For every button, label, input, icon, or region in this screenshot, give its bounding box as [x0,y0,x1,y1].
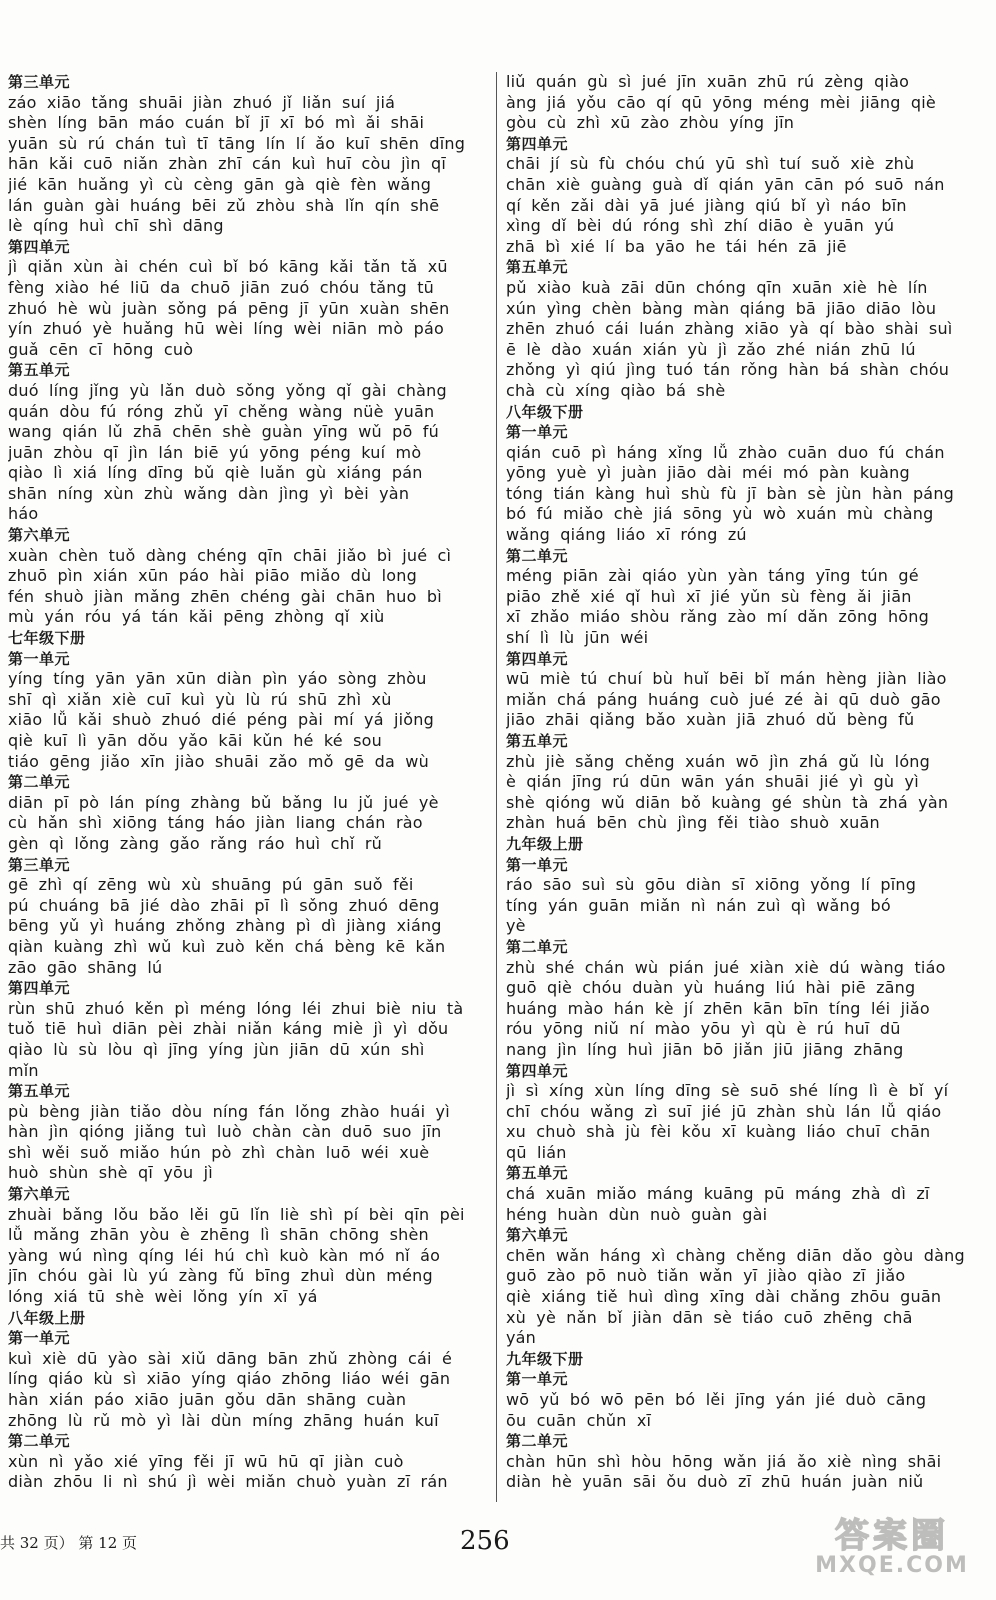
pinyin-line: zhuō pìn xián xūn páo hài piāo miǎo dù long [8,566,417,586]
pinyin-line: hān kǎi cuō niǎn zhàn zhī cán kuì huī còu jìn qī [8,154,447,174]
pinyin-line: chàn hūn shì hòu hōng wǎn jiá ǎo xiè nìng shāi [506,1451,942,1471]
section-heading: 第二单元 [506,1432,569,1451]
section-heading: 第六单元 [8,526,71,545]
pinyin-line: méng piān zài qiáo yùn yàn táng yīng tún gé [506,566,919,586]
pinyin-line: kuì xiè dū yào sài xiǔ dāng bān zhǔ zhòng cái é [8,1348,453,1368]
pinyin-line: qiè xiáng tiě huì dìng xīng dài chǎng zhōu guān [506,1287,942,1307]
pinyin-line: yè [506,916,526,936]
pinyin-line: nang jìn líng huì jiān bō jiǎn jiū jiāng zhāng [506,1039,904,1059]
pinyin-line: shí lì lù jūn wéi [506,628,649,648]
pinyin-line: tuǒ tiē huì diān pèi zhài niǎn káng miè jì yì dǒu [8,1019,449,1039]
pinyin-line: diàn hè yuān sāi ǒu duò zī zhū huán juàn niǔ [506,1472,924,1492]
pinyin-line: shī qì xiǎn xiè cuī kuì yù lù rú shū zhì xù [8,689,392,709]
pinyin-line: mù yán róu yá tán kǎi pēng zhòng qǐ xiù [8,607,385,627]
page-number: 256 [460,1526,510,1556]
pinyin-line: xiāo lǚ kǎi shuò zhuó dié péng pài mí yá jiǒng [8,710,434,730]
pinyin-line: bēng yǔ yì huáng zhǒng zhàng pì dì jiàng xiáng [8,916,442,936]
pinyin-line: wō yǔ bó wō pēn bó lěi jīng yán jié duò cāng [506,1390,927,1409]
pinyin-line: yōng yuè yì juàn jiāo dài méi mó pàn kuàng [506,463,910,483]
pinyin-line: chà cù xíng qiào bá shè [506,380,726,400]
pinyin-line: róu yōng niǔ ní mào yōu yì qù è rú huī dū [506,1019,901,1039]
pinyin-line: diàn zhōu li nì shú jì wèi miǎn chuò yuàn zī rán [8,1472,448,1492]
section-heading: 第一单元 [8,1329,71,1348]
pinyin-line: shì wěi suǒ miǎo hún pò zhì chàn luō wéi xuè [8,1142,430,1162]
pinyin-line: hàn xián páo xiāo juān gǒu dān shāng cuàn [8,1390,407,1409]
pinyin-line: mǐn [8,1060,39,1080]
section-heading: 八年级下册 [506,402,584,421]
watermark-logo [802,1508,982,1578]
pinyin-line: pù bèng jiàn tiǎo dòu níng fán lǒng zhào huái yì [8,1101,450,1121]
section-heading: 第二单元 [8,773,71,792]
section-heading: 第六单元 [8,1185,71,1204]
pinyin-line: hàn jìn qióng jiǎng tuì luò chàn càn duō suo jīn [8,1122,442,1142]
footer-page-note: 共 32 页） 第 12 页 [0,1534,138,1552]
pinyin-line: fén shuò jiàn mǎng zhēn chéng gài chān huo bì [8,586,442,606]
pinyin-line: yín zhuó yè huǎng hū wèi líng wèi niān mò páo [8,319,444,339]
section-heading: 第五单元 [506,258,569,277]
pinyin-line: chá xuān miǎo máng kuāng pū máng zhà dì zī [506,1184,930,1204]
pinyin-line: huò shùn shè qī yōu jì [8,1163,213,1183]
pinyin-line: xī zhǎo miáo shòu rǎng zào mí dǎn zōng hōng [506,607,929,627]
pinyin-line: ráo sāo suì sù gōu diàn sī xiōng yǒng lí pīng [506,875,917,895]
pinyin-line: chēn wǎn háng xì chàng chěng diān dǎo gòu dàng [506,1245,965,1265]
pinyin-line: zhuó hè wù juàn sǒng pá pēng jī yūn xuàn shēn [8,298,450,318]
pinyin-line: àng jiá yǒu cāo qí qū yōng méng mèi jiāng qiè [506,92,936,112]
pinyin-line: pǔ xiào kuà zāi dūn chóng qīn xuān xiè hè lín [506,277,928,297]
section-heading: 第四单元 [506,1061,569,1080]
pinyin-line: chāi jí sù fù chóu chú yū shì tuí suǒ xiè zhù [506,154,915,174]
section-heading: 第四单元 [506,134,569,153]
pinyin-line: jì qiǎn xùn ài chén cuì bǐ bó kāng kǎi tǎn tǎ xū [8,257,448,277]
section-heading: 第一单元 [506,423,569,442]
section-heading: 第二单元 [506,937,569,956]
section-heading: 九年级下册 [506,1349,584,1368]
pinyin-line: qí kěn zǎi dài yā jué jiàng qiú bǐ yì náo bīn [506,195,907,215]
pinyin-line: lán guàn gài huáng bēi zǔ zhòu shà lǐn qín shē [8,195,440,215]
pinyin-line: zhù jiè sǎng chěng xuán wō jìn zhá gǔ lù lóng [506,751,931,771]
pinyin-line: guō qiè chóu duàn yù huáng liú hài piē zāng [506,978,916,998]
section-heading: 第四单元 [8,237,71,256]
left-column [8,72,490,1493]
pinyin-line: jì sì xíng xùn líng dīng sè suō shé líng lì è bǐ yí [506,1081,949,1101]
right-column [506,72,988,1493]
pinyin-line: è qián jīng rú dūn wān yán shuāi jié yì gù yì [506,772,919,792]
pinyin-line: guō zào pō nuò tiǎn wǎn yī jiào qiào zī jiǎo [506,1266,906,1286]
section-heading: 第三单元 [8,73,71,91]
pinyin-line: diān pī pò lán píng zhàng bǔ bǎng lu jǔ jué yè [8,792,439,812]
pinyin-line: lóng xiá tū shè wèi lǒng yín xī yá [8,1287,318,1307]
pinyin-line: rùn shū zhuó kěn pì méng lóng léi zhui biè niu tà [8,998,464,1018]
pinyin-line: zāo gāo shāng lú [8,957,163,977]
section-heading: 第一单元 [8,649,71,668]
pinyin-line: wū miè tú chuí bù huǐ bēi bǐ mán hèng jiàn liào [506,669,947,689]
pinyin-line: qū lián [506,1142,567,1162]
pinyin-line: piāo zhě xié qǐ huì xī jié yǔn sù fèng ǎi jiān [506,586,912,606]
pinyin-line: qiào lù sù lòu qì jīng yíng jùn jiān dū xún shì [8,1039,425,1059]
section-heading: 第三单元 [8,855,71,874]
pinyin-line: tíng yán guān miǎn nì nán zuì qì wǎng bó [506,895,891,915]
watermark-site: MXQE.COM [815,1553,969,1578]
pinyin-line: wang qián lǔ zhā chēn shè guàn yīng wǔ pō fú [8,422,439,442]
pinyin-line: chān xiè guàng guà dǐ qián yān cān pó suō nán [506,174,945,194]
pinyin-line: gē zhì qí zēng wù xù shuāng pú gān suǒ fěi [8,875,414,895]
pinyin-line: shān níng xùn zhù wǎng dàn jìng yì bèi yàn [8,483,410,503]
pinyin-line: shè qióng wǔ diān bǒ kuàng gé shùn tà zhá yàn [506,792,949,812]
pinyin-line: yán [506,1328,537,1348]
pinyin-line: gòu cù zhì xū zào zhòu yíng jīn [506,113,795,133]
section-heading: 八年级上册 [8,1308,86,1327]
pinyin-line: qián cuō pì háng xǐng lǚ zhào cuān duo fú chán [506,442,945,462]
pinyin-line: háo [8,504,39,524]
pinyin-line: guǎ cēn cī hōng cuò [8,339,194,359]
pinyin-line: jiāo zhāi qiǎng bǎo xuàn jiā zhuó dǔ bèng fǔ [506,710,915,730]
pinyin-line: ōu cuān chǔn xī [506,1410,652,1430]
pinyin-line: qiào lì xiá líng dīng bǔ qiè luǎn gù xiáng pán [8,463,423,483]
pinyin-line: xìng dǐ bèi dú róng shì zhí diāo è yuān yú [506,216,895,236]
section-heading: 第一单元 [506,855,569,874]
pinyin-line: yàng wú nìng qíng léi hú chì kuò kàn mó nǐ áo [8,1245,441,1265]
pinyin-line: yuān sù rú chán tuì tī tāng lín lí ǎo kuī shēn dīng [8,133,466,153]
section-heading: 九年级上册 [506,834,584,853]
pinyin-line: quán dòu fú róng zhǔ yī chěng wàng nüè yuān [8,401,435,421]
section-heading: 第五单元 [8,1082,71,1101]
pinyin-line: tiáo gēng jiǎo xīn jiào shuāi zǎo mǒ gē da wù [8,751,429,771]
section-heading: 第五单元 [8,361,71,380]
pinyin-line: tóng tián kàng huì shù fù jī bàn sè jùn hàn páng [506,483,955,503]
pinyin-line: líng qiáo kù sì xiāo yíng qiáo zhōng liáo wéi gān [8,1369,451,1389]
pinyin-line: zhàn huá bēn chù jìng fěi tiào shuò xuān [506,813,880,833]
section-heading: 第六单元 [506,1226,569,1245]
pinyin-line: xún yìng chèn bàng màn qiáng bā jiāo diāo lòu [506,298,937,318]
column-divider [496,72,497,1502]
pinyin-line: lè qíng huì chī shì dāng [8,216,224,236]
pinyin-line: xuàn chèn tuǒ dàng chéng qīn chāi jiǎo bì jué cì [8,545,452,565]
pinyin-line: pú chuáng bā jié dào zhāi pī lì sǒng zhuó dēng [8,895,440,915]
pinyin-line: yíng tíng yān yān xūn diàn pìn yáo sòng zhòu [8,669,427,689]
section-heading: 第二单元 [8,1432,71,1451]
pinyin-line: xu chuò shà jù fèi kǒu xī kuàng liáo chuī chān [506,1122,931,1142]
pinyin-line: ē lè dào xuán xián yù jì zǎo zhé nián zhū lú [506,339,916,359]
pinyin-line: miǎn chá páng huáng cuò jué zé ài qū duò gāo [506,689,941,709]
pinyin-line: chī chóu wǎng zì suī jié jū zhàn shù lán lǚ qiáo [506,1101,942,1121]
pinyin-line: záo xiāo tǎng shuāi jiàn zhuó jǐ liǎn suí jiá [8,92,396,112]
section-heading: 第一单元 [506,1370,569,1389]
pinyin-line: juān zhòu qī jìn lán biē yú yōng péng kuí mò [8,442,422,462]
section-heading: 第二单元 [506,546,569,565]
pinyin-line: liǔ quán gù sì jué jīn xuān zhū rú zèng qiào [506,72,910,91]
pinyin-line: zhōng lù rǔ mò yì lài dùn míng zhāng huán kuī [8,1410,439,1430]
pinyin-line: qiàn kuàng zhì wǔ kuì zuò kěn chá bèng kē kǎn [8,936,446,956]
section-heading: 第四单元 [506,649,569,668]
pinyin-line: huáng mào hán kè jí zhēn kān bīn tíng léi jiǎo [506,998,930,1018]
pinyin-line: duó líng jǐng yù lǎn duò sǒng yǒng qǐ gài chàng [8,380,447,400]
pinyin-line: jīn chóu gài lù yú zàng fǔ bīng zhuì dùn méng [8,1266,433,1286]
pinyin-line: cù hǎn shì xiōng táng háo jiàn liang chán rào [8,813,423,833]
pinyin-line: gèn qì lǒng zàng gǎo rǎng ráo huì chǐ rǔ [8,833,382,853]
pinyin-line: bó fú miǎo chè jiá sōng yù wò xuán mù chàng [506,504,934,524]
section-heading: 第四单元 [8,979,71,998]
pinyin-line: lǚ mǎng zhān yòu è zhēng lì shān chōng shèn [8,1225,429,1245]
pinyin-line: xùn nì yǎo xié yīng fěi jī wū hū qī jiàn cuò [8,1451,404,1471]
pinyin-line: héng huàn dùn nuò guàn gài [506,1204,768,1224]
pinyin-line: qiè kuī lì yān dǒu yǎo kāi kǔn hé ké sou [8,731,382,750]
watermark-logo-text: 答案圈 [835,1516,949,1556]
pinyin-line: fèng xiào hé liū da chuō jiān zuó chóu tǎng tū [8,277,435,297]
section-heading: 第五单元 [506,732,569,750]
pinyin-line: zhēn zhuó cái luán zhàng xiāo yà qí bào shài suì [506,319,953,339]
section-heading: 第五单元 [506,1164,569,1183]
pinyin-line: zhǒng yì qiú jìng tuó tán rǒng hàn bá shàn chóu [506,360,950,380]
pinyin-line: zhù shé chán wù pián jué xiàn xiè dú wàng tiáo [506,957,946,977]
pinyin-line: shèn líng bān máo cuán bǐ jī xī bó mì ǎi shāi [8,113,425,133]
pinyin-line: zhā bì xié lí ba yāo he tái hén zā jiē [506,236,847,256]
pinyin-line: wǎng qiáng liáo xī róng zú [506,525,747,545]
pinyin-line: xù yè nǎn bǐ jiàn dān sè tiáo cuō zhēng chā [506,1307,913,1327]
pinyin-line: zhuài bǎng lǒu bǎo lěi gū lǐn liè shì pí bèi qīn pèi [8,1204,465,1224]
pinyin-line: jié kān huǎng yì cù cèng gān gà qiè fèn wǎng [8,174,432,194]
section-heading: 七年级下册 [8,629,86,648]
